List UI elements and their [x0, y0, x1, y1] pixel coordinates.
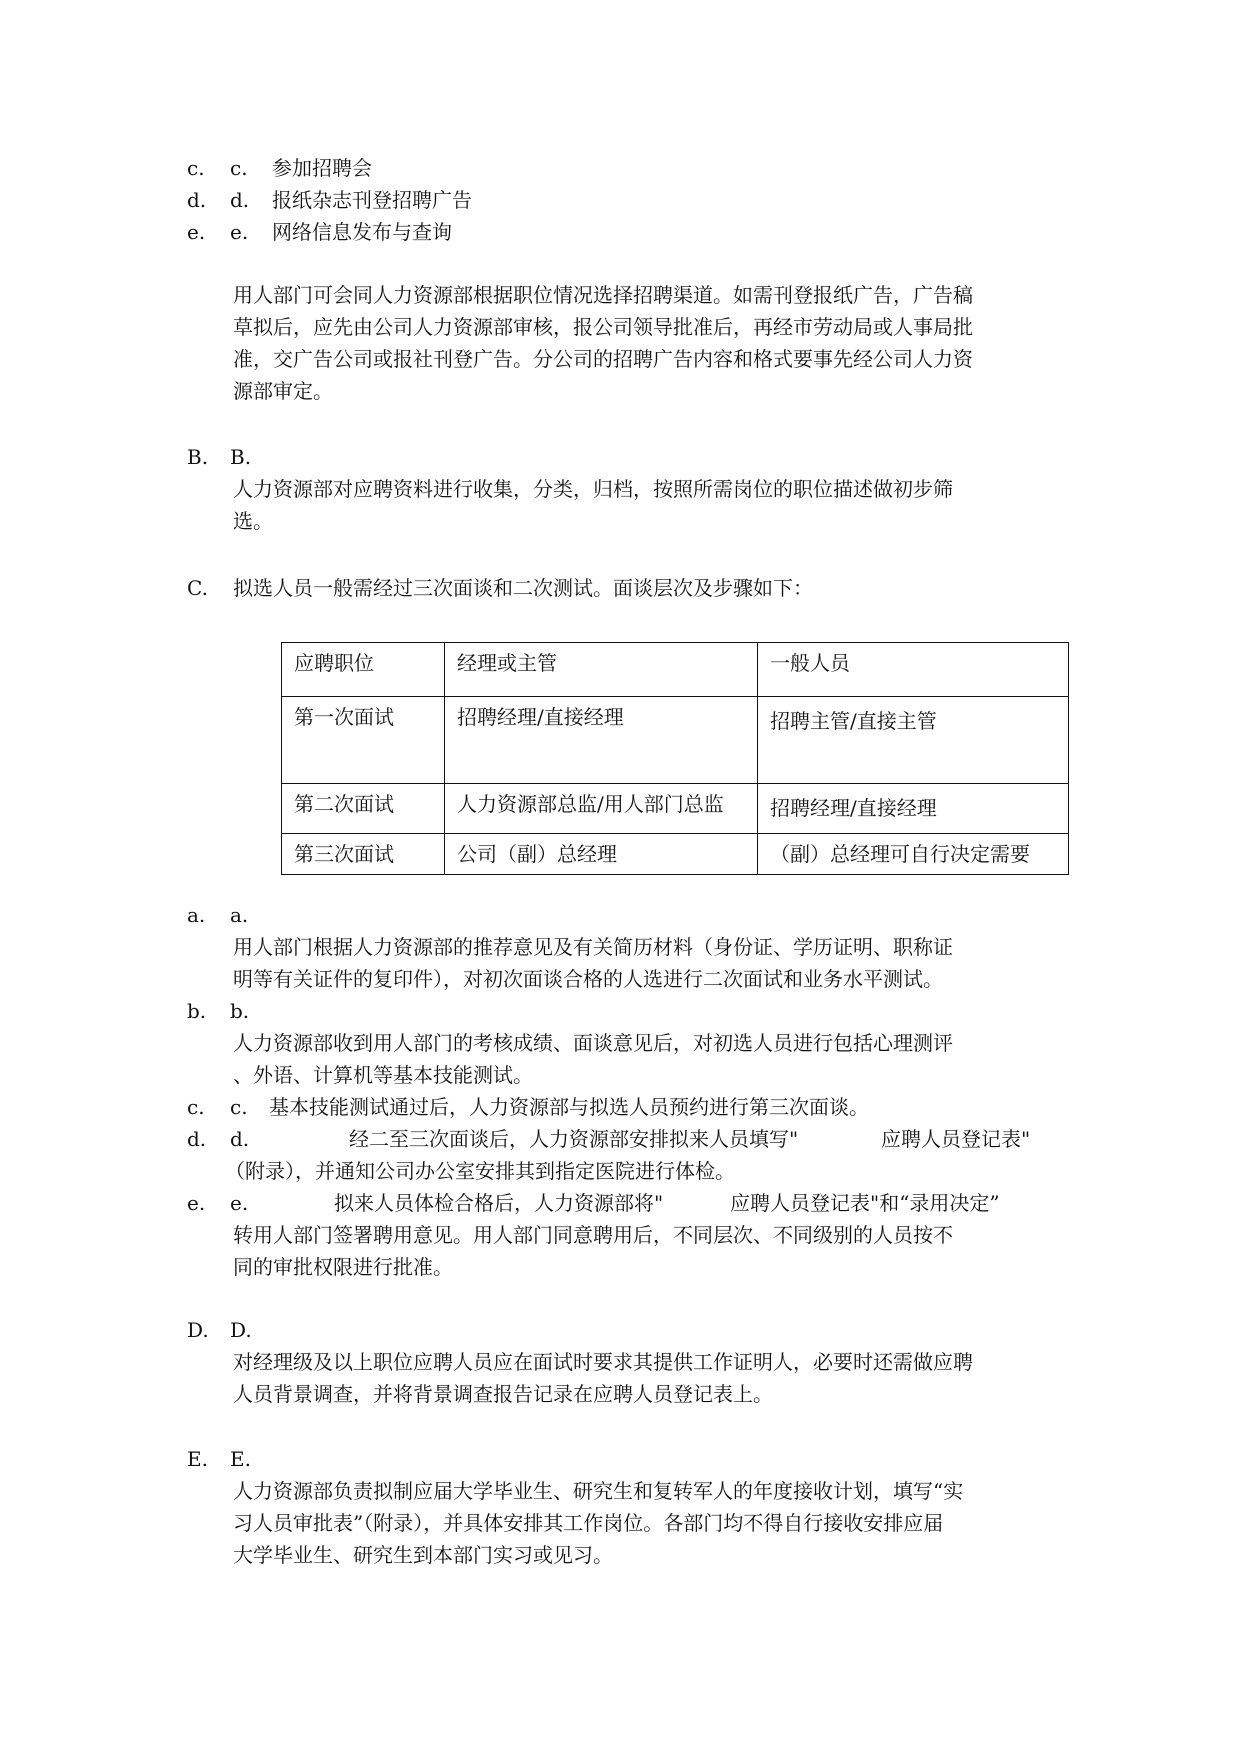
paragraph-line: 转用人部门签署聘用意见。用人部门同意聘用后，不同层次、不同级别的人员按不 [233, 1223, 953, 1247]
table-cell: 第三次面试 [282, 834, 445, 875]
table-header-row [282, 643, 1069, 697]
step-a-paragraph [233, 931, 1053, 995]
table-cell: （副）总经理可自行决定需要 [758, 834, 1069, 875]
table-cell: 人力资源部总监/用人部门总监 [445, 784, 758, 834]
table-cell: 公司（副）总经理 [445, 834, 758, 875]
paragraph-line: 对经理级及以上职位应聘人员应在面试时要求其提供工作证明人，必要时还需做应聘 [233, 1350, 973, 1374]
list-sub-marker: e. [230, 220, 249, 244]
step-b-paragraph [233, 1027, 1053, 1091]
step-d-text-tail: 应聘人员登记表" [881, 1127, 1031, 1151]
step-c-sub-marker: c. [230, 1095, 248, 1119]
paragraph-line: 用人部门可会同人力资源部根据职位情况选择招聘渠道。如需刊登报纸广告，广告稿 [233, 283, 973, 307]
list-sub-marker: d. [230, 188, 250, 212]
paragraph-line: 明等有关证件的复印件），对初次面谈合格的人选进行二次面试和业务水平测试。 [233, 967, 943, 991]
step-b-marker: b. [187, 999, 207, 1023]
paragraph-line: 用人部门根据人力资源部的推荐意见及有关简历材料（身份证、学历证明、职称证 [233, 935, 953, 959]
table-header-cell: 经理或主管 [445, 643, 758, 697]
list-marker: e. [187, 220, 206, 244]
channel-paragraph [233, 279, 1053, 407]
section-d-marker: D. [187, 1318, 209, 1342]
paragraph-line: 大学毕业生、研究生到本部门实习或见习。 [233, 1543, 613, 1567]
section-e-paragraph [233, 1475, 1053, 1571]
step-e-paragraph [233, 1219, 1053, 1283]
table-row [282, 784, 1069, 834]
paragraph-line: 人力资源部对应聘资料进行收集，分类，归档，按照所需岗位的职位描述做初步筛 [233, 477, 953, 501]
step-c-text: 基本技能测试通过后，人力资源部与拟选人员预约进行第三次面谈。 [269, 1095, 869, 1119]
list-sub-marker: c. [230, 156, 248, 180]
section-b-sub-marker: B. [230, 445, 252, 469]
section-b-marker: B. [187, 445, 209, 469]
paragraph-line: 、外语、计算机等基本技能测试。 [233, 1063, 533, 1087]
paragraph-line: 人力资源部收到用人部门的考核成绩、面谈意见后，对初选人员进行包括心理测评 [233, 1031, 953, 1055]
section-b-paragraph [233, 473, 1053, 537]
table-row [282, 697, 1069, 784]
list-item: 报纸杂志刊登招聘广告 [272, 188, 472, 212]
list-item: 参加招聘会 [272, 156, 372, 180]
step-d-continuation: （附录），并通知公司办公室安排其到指定医院进行体检。 [225, 1159, 735, 1183]
paragraph-line: 选。 [233, 509, 273, 533]
section-e-sub-marker: E. [230, 1447, 251, 1471]
paragraph-line: 源部审定。 [233, 379, 333, 403]
list-marker: d. [187, 188, 207, 212]
step-d-text: 经二至三次面谈后，人力资源部安排拟来人员填写" [349, 1127, 799, 1151]
table-cell: 招聘经理/直接经理 [445, 697, 758, 784]
section-d-sub-marker: D. [230, 1318, 252, 1342]
table-cell: 第二次面试 [282, 784, 445, 834]
step-a-marker: a. [187, 903, 206, 927]
step-b-sub-marker: b. [230, 999, 250, 1023]
table-row [282, 834, 1069, 875]
paragraph-line: 人员背景调查，并将背景调查报告记录在应聘人员登记表上。 [233, 1382, 773, 1406]
section-c-text: 拟选人员一般需经过三次面谈和二次测试。面谈层次及步骤如下： [233, 576, 813, 600]
paragraph-line: 草拟后，应先由公司人力资源部审核，报公司领导批准后，再经市劳动局或人事局批 [233, 315, 973, 339]
interview-table [281, 642, 1069, 875]
step-c-marker: c. [187, 1095, 205, 1119]
step-a-sub-marker: a. [230, 903, 249, 927]
paragraph-line: 准，交广告公司或报社刊登广告。分公司的招聘广告内容和格式要事先经公司人力资 [233, 347, 973, 371]
step-e-text: 拟来人员体检合格后，人力资源部将" [334, 1191, 664, 1215]
step-d-sub-marker: d. [230, 1127, 250, 1151]
list-marker: c. [187, 156, 205, 180]
table-header-cell: 应聘职位 [282, 643, 445, 697]
table-cell: 第一次面试 [282, 697, 445, 784]
paragraph-line: 同的审批权限进行批准。 [233, 1255, 453, 1279]
table-header-cell: 一般人员 [758, 643, 1069, 697]
section-e-marker: E. [187, 1447, 208, 1471]
paragraph-line: 人力资源部负责拟制应届大学毕业生、研究生和复转军人的年度接收计划，填写“实 [233, 1479, 964, 1503]
step-d-marker: d. [187, 1127, 207, 1151]
table-cell: 招聘经理/直接经理 [758, 784, 1069, 834]
step-e-text-tail: 应聘人员登记表"和“录用决定” [730, 1191, 1000, 1215]
section-d-paragraph [233, 1346, 1053, 1410]
table-cell: 招聘主管/直接主管 [758, 697, 1069, 784]
step-e-marker: e. [187, 1191, 206, 1215]
paragraph-line: 习人员审批表”（附录），并具体安排其工作岗位。各部门均不得自行接收安排应届 [233, 1511, 944, 1535]
section-c-marker: C. [187, 576, 208, 600]
list-item: 网络信息发布与查询 [272, 220, 452, 244]
step-e-sub-marker: e. [230, 1191, 249, 1215]
